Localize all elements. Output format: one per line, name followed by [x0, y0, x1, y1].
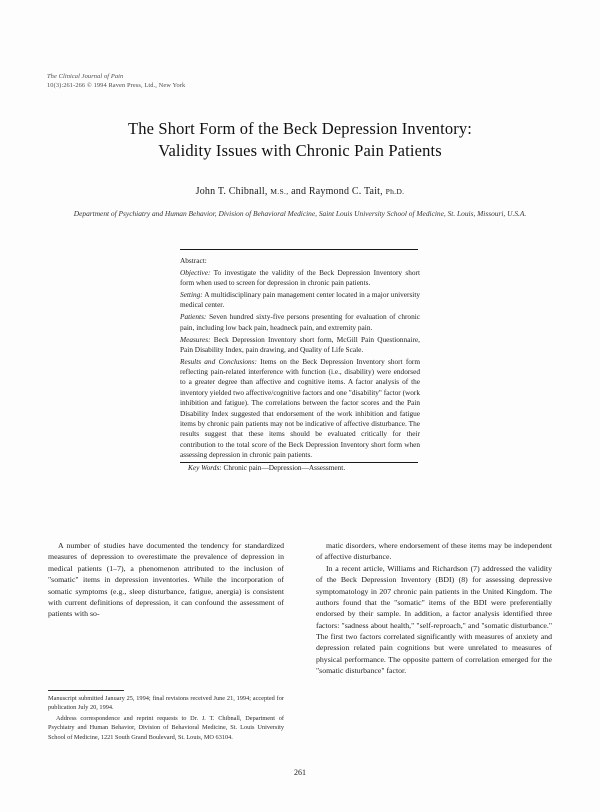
abstract-objective: [180, 268, 420, 289]
abstract-top-rule: [180, 249, 418, 250]
abstract-measures-label: Measures:: [180, 334, 211, 344]
affiliation-line-1: Department of Psychiatry and Human Behavior, Division of Behavioral Medicine, Saint Louis University School of: [73, 209, 415, 218]
abstract-setting-text: A multidisciplinary pain management center located in a major university medical center.: [180, 290, 420, 310]
page-number: 261: [294, 768, 306, 777]
author-degree-2: Ph.D.: [385, 187, 405, 196]
author-name-2: Raymond C. Tait,: [308, 186, 383, 197]
page-title: [48, 118, 552, 163]
author-conjunction: and: [291, 186, 307, 197]
author-name-1: John T. Chibnall,: [195, 186, 268, 197]
footnote-rule: [48, 690, 124, 691]
journal-citation: 10(3):261-266 © 1994 Raven Press, Ltd., New York: [47, 82, 186, 90]
footnote-address: Address correspondence and reprint requests to Dr. J. T. Chibnall, Department of Psychiatry and Human Behavior, Division of Behavioral Medicine, St. Louis University School of Medicine, 1221 South Grand Boulevard, St. Louis, MO 63104.: [48, 715, 284, 741]
abstract-patients-text: Seven hundred sixty-five persons presenting for evaluation of chronic pain, including low back pain, headneck pain, and extremity pain.: [180, 312, 420, 332]
author-affiliation: [62, 208, 538, 219]
author-degree-1: M.S.,: [270, 187, 289, 196]
abstract-objective-label: Objective:: [180, 267, 211, 277]
journal-title: The Clinical Journal of Pain: [47, 73, 124, 80]
abstract-keywords-label: Key Words:: [188, 463, 222, 473]
footnote-block: [48, 690, 284, 742]
abstract-heading: Abstract:: [180, 256, 207, 265]
body-paragraph: A number of studies have documented the tendency for standardized measures of depression to overestimate the prevalence of depression in medical patients (1–7), a phenomenon attributed to the inclusion of "somatic" items in depression inventories. While the incorporation of somatic symptoms (e.g., sleep disturbance, fatigue, anergia) is consistent with current definitions of depression, it can confound the assessment of patients with so-: [48, 541, 284, 619]
abstract-bottom-rule: [180, 462, 418, 463]
title-line-2: Validity Issues with Chronic Pain Patients: [158, 141, 442, 161]
abstract-results: [180, 357, 420, 461]
abstract-keywords-text: Chronic pain—Depression—Assessment.: [221, 463, 346, 473]
body-paragraph: matic disorders, where endorsement of these items may be independent of affective disturbance.: [316, 541, 552, 562]
title-line-1: The Short Form of the Beck Depression Inventory:: [127, 119, 472, 138]
abstract-patients-label: Patients:: [180, 312, 207, 322]
author-list: [48, 186, 552, 197]
abstract-block: [180, 256, 420, 475]
abstract-objective-text: To investigate the validity of the Beck Depression Inventory short form when used to screen for depression in chronic pain patients.: [180, 267, 420, 288]
affiliation-line-2: Medicine, St. Louis, Missouri, U.S.A.: [416, 209, 527, 218]
body-column-right: [316, 540, 552, 677]
abstract-keywords: [180, 463, 420, 473]
abstract-setting: [180, 290, 420, 311]
abstract-measures-text: Beck Depression Inventory short form, McGill Pain Questionnaire, Pain Disability Index, pain drawing, and Quality of Life Scale.: [180, 334, 420, 354]
abstract-setting-label: Setting:: [180, 290, 203, 300]
journal-header: [47, 72, 307, 91]
abstract-measures: [180, 335, 420, 356]
footnote-received: Manuscript submitted January 25, 1994; final revisions received June 21, 1994; accepted for publication July 20, 1994.: [48, 695, 284, 712]
abstract-results-text: Items on the Beck Depression Inventory short form reflecting pain-related interference with function (i.e., disability) were endorsed to a greater degree than affective and cognitive items. A factor analysis of the inventory yielded two affective/cognitive factors and one "disability" factor (work inhibition and fatigue). The correlations between the factor scores and the Pain Disability Index suggested that endorsement of the work inhibition and fatigue items by chronic pain patients may not be indicative of affective disturbance. The results suggest that these items should be evaluated critically for their contribution to the total score of the Beck Depression Inventory short form when assessing depression in chronic pain patients.: [180, 356, 420, 459]
body-column-left: [48, 540, 284, 620]
abstract-results-label: Results and Conclusions:: [180, 356, 257, 366]
abstract-patients: [180, 312, 420, 333]
body-paragraph: In a recent article, Williams and Richardson (7) addressed the validity of the Beck Depression Inventory (BDI) (8) for assessing depressive symptomatology in 207 chronic pain patients in the United Kingdom. The authors found that the "somatic" items of the BDI were preferentially endorsed by their sample. In addition, a factor analysis identified three factors: "sadness about health," "self-reproach," and "somatic disturbance." The first two factors correlated significantly with measures of anxiety and depression related pain cognitions but were unrelated to measures of physical performance. The opposite pattern of correlation emerged for the "somatic disturbance" factor.: [316, 563, 552, 676]
